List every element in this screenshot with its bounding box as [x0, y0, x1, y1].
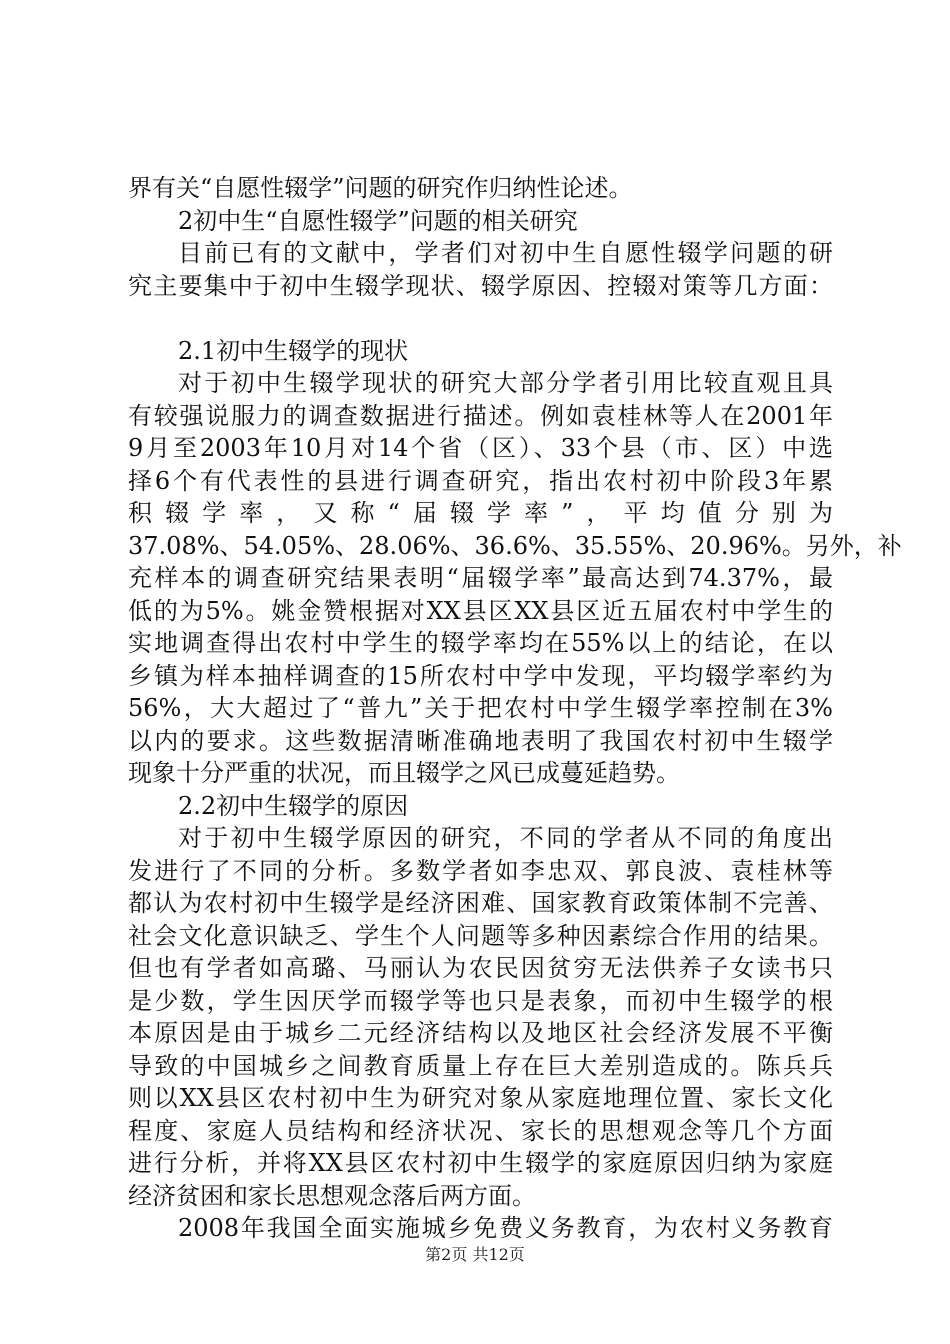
subsection-heading: 2.1初中生辍学的现状: [178, 336, 409, 365]
text-line: 目前已有的文献中，学者们对初中生自愿性辍学问题的研: [178, 239, 833, 267]
text-line: 都认为农村初中生辍学是经济困难、国家教育政策体制不完善、: [128, 889, 833, 917]
text-line: 择6个有代表性的县进行调查研究，指出农村初中阶段3年累: [128, 466, 833, 495]
text-line: 程度、家庭人员结构和经济状况、家长的思想观念等几个方面: [128, 1116, 833, 1145]
text-line: 对于初中生辍学原因的研究，不同的学者从不同的角度出: [178, 824, 833, 852]
text-line: 37.08%、54.05%、28.06%、36.6%、35.55%、20.96%。另外，补: [128, 531, 902, 560]
subsection-heading: 2.2初中生辍学的原因: [178, 791, 409, 820]
text-line: 进行分析，并将XX县区农村初中生辍学的家庭原因归纳为家庭: [128, 1149, 833, 1177]
text-line: 社会文化意识缺乏、学生个人问题等多种因素综合作用的结果。: [128, 921, 833, 950]
text-line: 本原因是由于城乡二元经济结构以及地区社会经济发展不平衡: [128, 1019, 833, 1047]
text-line: 是少数，学生因厌学而辍学等也只是表象，而初中生辍学的根: [128, 986, 833, 1015]
text-line: 有较强说服力的调查数据进行描述。例如袁桂林等人在2001年: [128, 401, 833, 430]
text-line: 究主要集中于初中生辍学现状、辍学原因、控辍对策等几方面：: [128, 271, 833, 300]
text-line: 乡镇为样本抽样调查的15所农村中学中发现，平均辍学率约为: [128, 661, 833, 690]
text-line: 现象十分严重的状况，而且辍学之风已成蔓延趋势。: [128, 759, 680, 787]
text-line: 9月至2003年10月对14个省（区）、33个县（市、区）中选: [128, 434, 833, 462]
text-line: 2008年我国全面实施城乡免费义务教育，为农村义务教育: [178, 1214, 833, 1242]
text-line: 56%，大大超过了“普九”关于把农村中学生辍学率控制在3%: [128, 694, 833, 722]
text-line: 对于初中生辍学现状的研究大部分学者引用比较直观且具: [178, 369, 833, 397]
text-line: 以内的要求。这些数据清晰准确地表明了我国农村初中生辍学: [128, 726, 833, 755]
text-line: 但也有学者如高璐、马丽认为农民因贫穷无法供养子女读书只: [128, 954, 833, 982]
text-line: 低的为5%。姚金赞根据对XX县区XX县区近五届农村中学生的: [128, 596, 833, 625]
text-line: 则以XX县区农村初中生为研究对象从家庭地理位置、家长文化: [128, 1084, 833, 1112]
blank-line: [128, 302, 833, 335]
text-line: 界有关“自愿性辍学”问题的研究作归纳性论述。: [128, 174, 633, 202]
page-footer: 第2页 共12页: [425, 1245, 525, 1264]
text-line: 实地调查得出农村中学生的辍学率均在55%以上的结论，在以: [128, 629, 833, 657]
text-line: 充样本的调查研究结果表明“届辍学率”最高达到74.37%，最: [128, 564, 833, 592]
text-line: 经济贫困和家长思想观念落后两方面。: [128, 1181, 536, 1210]
document-body: [128, 172, 902, 1245]
text-line: 导致的中国城乡之间教育质量上存在巨大差别造成的。陈兵兵: [128, 1051, 833, 1080]
section-heading: 2初中生“自愿性辍学”问题的相关研究: [178, 206, 578, 235]
text-line: 积辍学率，又称“届辍学率”，平均值分别为: [128, 499, 833, 527]
text-line: 发进行了不同的分析。多数学者如李忠双、郭良波、袁桂林等: [128, 856, 833, 885]
